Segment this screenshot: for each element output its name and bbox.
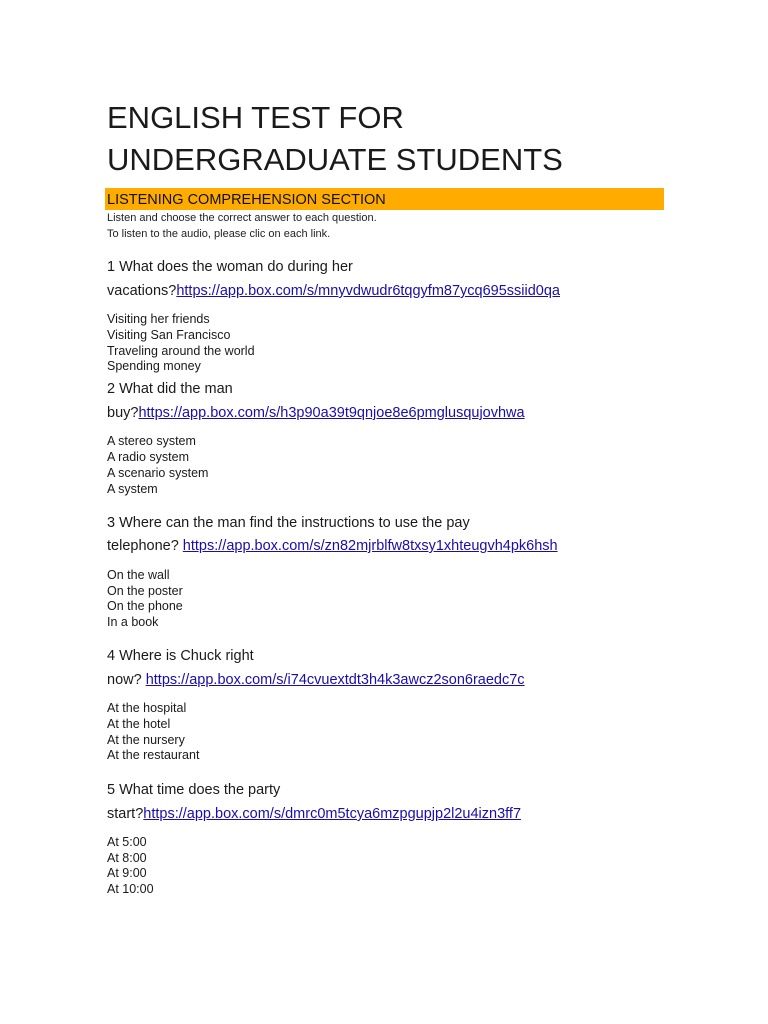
- question-2-option-1: A stereo system: [107, 434, 196, 448]
- question-3-audio-link[interactable]: https://app.box.com/s/zn82mjrblfw8txsy1xhteugvh4pk6hsh: [182, 538, 558, 554]
- question-1-text: 1 What does the woman do during her: [107, 259, 353, 275]
- question-5-option-1: At 5:00: [107, 835, 147, 849]
- question-2-option-4: A system: [107, 482, 158, 496]
- question-1-option-4: Spending money: [107, 359, 201, 373]
- question-1-option-1: Visiting her friends: [107, 312, 210, 326]
- instruction-line-1: Listen and choose the correct answer to each question.: [107, 212, 377, 224]
- page-title-line-2: UNDERGRADUATE STUDENTS: [107, 142, 563, 177]
- question-1-audio-link[interactable]: https://app.box.com/s/mnyvdwudr6tqgyfm87ycq695ssiid0qa: [176, 283, 560, 299]
- question-3-prompt-end: telephone?: [107, 538, 183, 554]
- question-4-text: 4 Where is Chuck right: [107, 648, 254, 664]
- question-5-prompt-end: start?: [107, 806, 144, 822]
- question-2-option-3: A scenario system: [107, 466, 209, 480]
- question-2-option-2: A radio system: [107, 450, 189, 464]
- question-3-line-2: [107, 537, 558, 555]
- question-1-option-2: Visiting San Francisco: [107, 328, 231, 342]
- question-5-option-2: At 8:00: [107, 851, 147, 865]
- question-4-option-1: At the hospital: [107, 701, 187, 715]
- question-2-line-2: [107, 404, 525, 422]
- question-4-audio-link[interactable]: https://app.box.com/s/i74cvuextdt3h4k3awcz2son6raedc7c: [145, 672, 525, 688]
- question-3-text: 3 Where can the man find the instructions to use the pay: [107, 515, 470, 531]
- question-4-option-3: At the nursery: [107, 733, 185, 747]
- section-title: LISTENING COMPREHENSION SECTION: [107, 192, 386, 208]
- question-5-text: 5 What time does the party: [107, 782, 281, 798]
- question-2-audio-link[interactable]: https://app.box.com/s/h3p90a39t9qnjoe8e6pmglusqujovhwa: [138, 405, 525, 421]
- question-5-audio-link[interactable]: https://app.box.com/s/dmrc0m5tcya6mzpgupjp2l2u4izn3ff7: [143, 806, 522, 822]
- page-title: [107, 97, 667, 181]
- question-3-option-4: In a book: [107, 615, 159, 629]
- question-3-option-3: On the phone: [107, 599, 183, 613]
- question-5-option-4: At 10:00: [107, 882, 154, 896]
- question-5-line-2: [107, 805, 521, 823]
- instruction-line-2: To listen to the audio, please clic on each link.: [107, 228, 331, 240]
- question-4-prompt-end: now?: [107, 672, 146, 688]
- question-4-option-4: At the restaurant: [107, 748, 200, 762]
- question-3-option-1: On the wall: [107, 568, 170, 582]
- question-1-line-2: [107, 282, 560, 300]
- question-2-prompt-end: buy?: [107, 405, 139, 421]
- question-4-line-2: [107, 671, 525, 689]
- section-header-bar: [105, 188, 664, 210]
- question-1-option-3: Traveling around the world: [107, 344, 255, 358]
- question-1-prompt-end: vacations?: [107, 283, 177, 299]
- question-2-text: 2 What did the man: [107, 381, 233, 397]
- page-title-line-1: ENGLISH TEST FOR: [107, 100, 404, 135]
- question-5-option-3: At 9:00: [107, 866, 147, 880]
- question-3-option-2: On the poster: [107, 584, 183, 598]
- question-4-option-2: At the hotel: [107, 717, 171, 731]
